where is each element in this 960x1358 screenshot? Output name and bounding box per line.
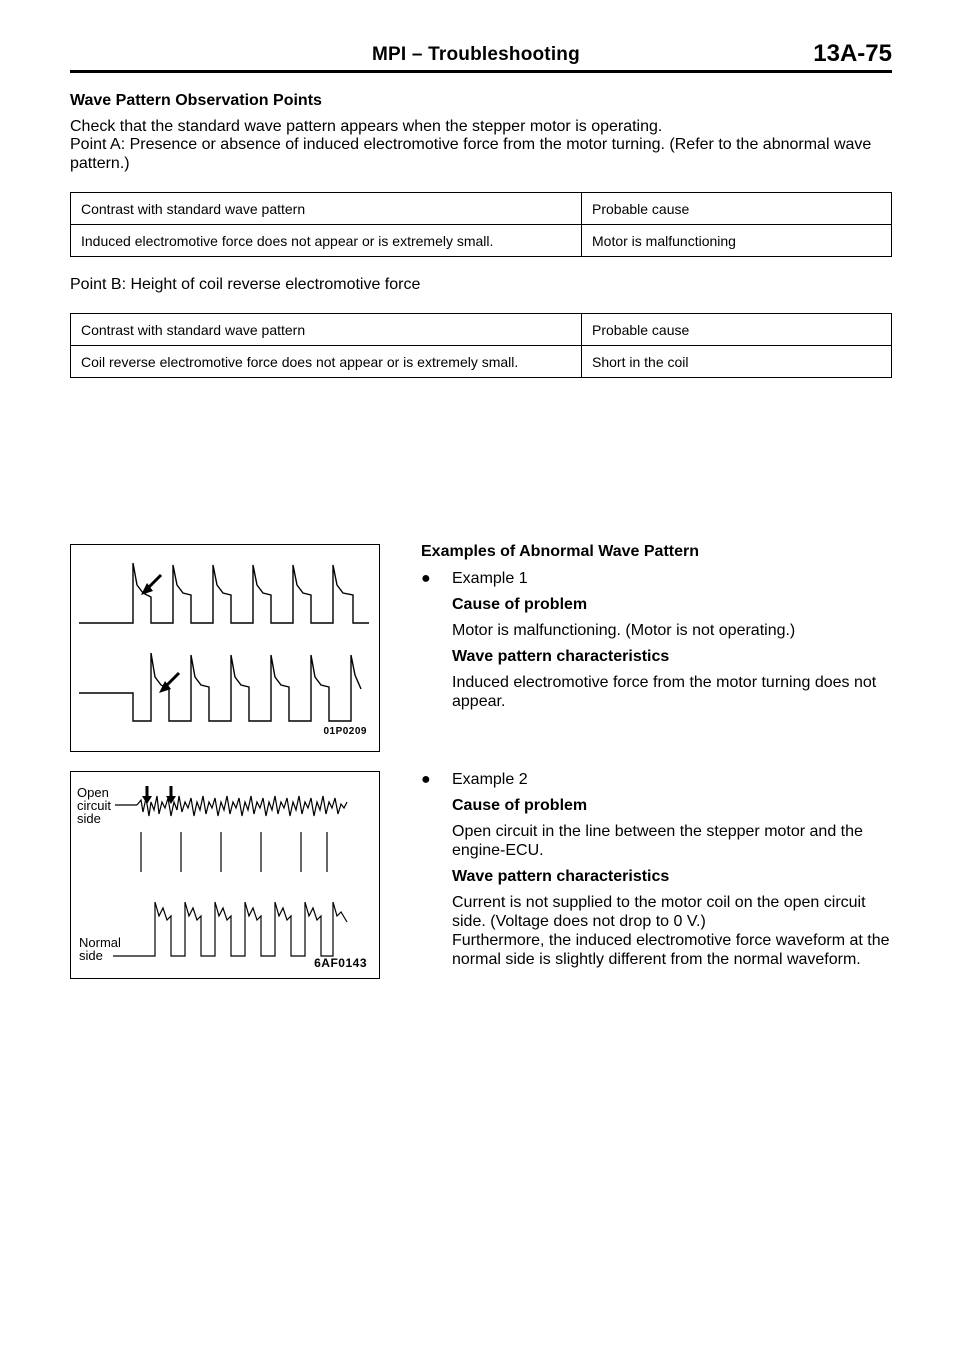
bullet-icon: ● xyxy=(421,771,431,788)
table-header-cell: Probable cause xyxy=(582,193,892,225)
figure-code: 01P0209 xyxy=(323,726,367,737)
table-row xyxy=(71,346,892,378)
table-cell: Motor is malfunctioning xyxy=(582,225,892,257)
table-row xyxy=(71,225,892,257)
header-divider xyxy=(70,70,892,73)
waveform-diagram xyxy=(71,545,379,751)
bullet-icon: ● xyxy=(421,570,431,587)
example-title: Example 2 xyxy=(452,771,528,788)
characteristics-text: Furthermore, the induced electromotive force waveform at the normal side is slightly different from the normal waveform. xyxy=(452,932,890,968)
cause-label: Cause of problem xyxy=(452,596,588,613)
point-b-text: Point B: Height of coil reverse electromotive force xyxy=(70,276,421,293)
observation-heading: Wave Pattern Observation Points xyxy=(70,92,322,109)
examples-heading: Examples of Abnormal Wave Pattern xyxy=(421,543,699,560)
waveform-figure-example-2 xyxy=(70,771,380,979)
table-cell: Short in the coil xyxy=(582,346,892,378)
table-header-cell: Probable cause xyxy=(582,314,892,346)
cause-text: Open circuit in the line between the stepper motor and the engine-ECU. xyxy=(452,823,863,859)
arrow-icon xyxy=(142,786,152,804)
page-number: 13A-75 xyxy=(813,40,892,67)
characteristics-text: Current is not supplied to the motor coil on the open circuit side. (Voltage does not drop to 0 V.) xyxy=(452,894,866,930)
observation-intro: Check that the standard wave pattern appears when the stepper motor is operating. xyxy=(70,118,663,135)
waveform-figure-example-1 xyxy=(70,544,380,752)
cause-label: Cause of problem xyxy=(452,797,588,814)
point-b-table xyxy=(70,313,892,378)
characteristics-text: Induced electromotive force from the motor turning does not appear. xyxy=(452,674,877,710)
example-2 xyxy=(421,770,892,969)
characteristics-label: Wave pattern characteristics xyxy=(452,868,670,885)
example-title: Example 1 xyxy=(452,570,528,587)
characteristics-label: Wave pattern characteristics xyxy=(452,648,670,665)
point-a-table xyxy=(70,192,892,257)
table-cell: Induced electromotive force does not appear or is extremely small. xyxy=(71,225,582,257)
table-header-row xyxy=(71,314,892,346)
table-cell: Coil reverse electromotive force does not appear or is extremely small. xyxy=(71,346,582,378)
point-a-text: Point A: Presence or absence of induced electromotive force from the motor turning. (Refer to the abnormal wave pattern.) xyxy=(70,136,872,172)
arrow-icon xyxy=(141,575,161,595)
table-header-cell: Contrast with standard wave pattern xyxy=(71,314,582,346)
example-1 xyxy=(421,569,892,711)
cause-text: Motor is malfunctioning. (Motor is not operating.) xyxy=(452,622,796,639)
open-circuit-side-label: Open circuit side xyxy=(77,785,111,826)
table-header-row xyxy=(71,193,892,225)
table-header-cell: Contrast with standard wave pattern xyxy=(71,193,582,225)
figure-code: 6AF0143 xyxy=(314,956,367,970)
normal-side-label: Normal side xyxy=(79,935,121,963)
section-title: MPI – Troubleshooting xyxy=(372,44,580,65)
